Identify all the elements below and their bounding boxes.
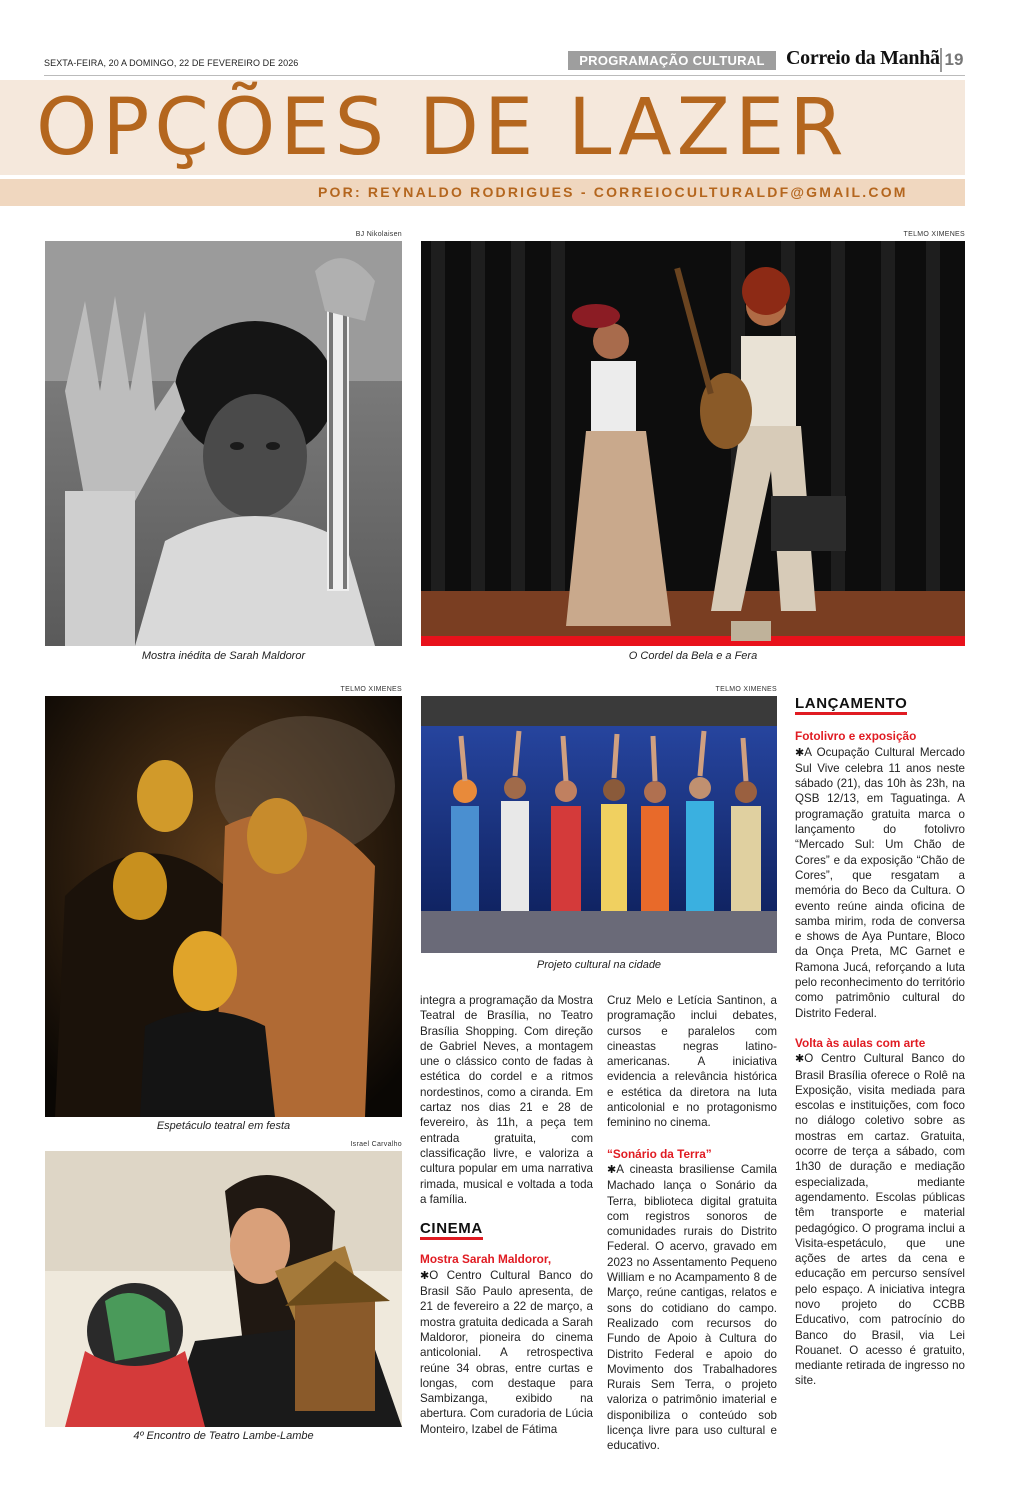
photo-credit: BJ Nikolaisen: [355, 231, 402, 238]
article-text: O Centro Cultural Banco do Brasil Brasília oferece o Rolê na Exposição, visita mediada para escolas e instituições, com foco no diálogo coletivo sobre as mostras em cartaz. Gratuita, ocorre de terça a sábado, com 1h30 de duração e mediação especializada, mediante agendamento. Escolas públicas têm transporte e material pedagógico. O programa inclui a Visita-espetáculo, que une ações de artes da cena e educação em percurso sensível pelo espaço. A iniciativa integra novo projeto do CCBB Educativo, com patrocínio do Banco do Brasil, via Lei Rouanet. O acesso é gratuito, mediante retirada de ingresso no site.: [795, 1052, 965, 1388]
star-bullet-icon: ✱: [795, 746, 805, 759]
section-head-cinema: CINEMA: [420, 1221, 483, 1240]
article-text: Cruz Melo e Letícia Santinon, a programação inclui debates, cursos e paralelos com cineastas negras latino-americanas. A iniciativa evidencia a relevância histórica e estética da diretora na luta anticolonial e no protagonismo feminino no cinema.: [607, 994, 777, 1130]
subhead-volta-aulas: Volta às aulas com arte: [795, 1035, 926, 1050]
article-text: integra a programação da Mostra Teatral de Brasília, no Teatro Brasília Shopping. Com direção de Gabriel Neves, a montagem une o clássico conto de fadas à estética do cordel e a ritmos nordestinos, como a ciranda. Em cartaz nos dias 21 e 28 de fevereiro, às 11h, a peça tem entrada gratuita, com classificação livre, e valoriza a cultura popular em uma narrativa rimada, musical e voltada a toda a família.: [420, 994, 593, 1206]
star-bullet-icon: ✱: [420, 1269, 430, 1282]
photo-caption: Projeto cultural na cidade: [536, 959, 662, 971]
photo-credit: TELMO XIMENES: [903, 231, 965, 238]
photo-maldoror: [45, 241, 402, 646]
article-text: O Centro Cultural Banco do Brasil São Paulo apresenta, de 21 de fevereiro a 22 de março, a mostra gratuita dedicada a Sarah Maldoror, pioneira do cinema anticolonial. A retrospectiva reúne 34 obras, entre curtas e longas, com destaque para Sambizanga, exibido na abertura. Com curadoria de Lúcia Monteiro, Izabel de Fátima: [420, 1268, 593, 1436]
subhead-fotolivro: Fotolivro e exposição: [795, 729, 917, 744]
photo-lambe: [45, 1151, 402, 1427]
photo-caption: Espetáculo teatral em festa: [156, 1120, 291, 1132]
article-column-2: [420, 993, 593, 1437]
byline: POR: REYNALDO RODRIGUES - CORREIOCULTURALDF@GMAIL.COM: [318, 184, 908, 200]
star-bullet-icon: ✱: [795, 1053, 805, 1066]
article-text: A cineasta brasiliense Camila Machado lança o Sonário da Terra, biblioteca digital gratuita com registros sonoros de comunidades rurais do Distrito Federal. O acervo, gravado em 2023 no Assentamento Pequeno William e no Acampamento 8 de Março, reúne cantigas, relatos e sons do cotidiano do campo. Realizado com recursos do Fundo de Apoio à Cultura do Distrito Federal e apoio do Movimento dos Trabalhadores Rurais Sem Terra, o projeto valoriza o patrimônio imaterial e disponibiliza o conteúdo sob licença livre para uso cultural e educativo.: [607, 1162, 777, 1453]
photo-projeto: [421, 696, 777, 953]
subhead-maldoror: Mostra Sarah Maldoror,: [420, 1252, 552, 1267]
article-text: A Ocupação Cultural Mercado Sul Vive celebra 11 anos neste sábado (21), das 10h às 23h, na QSB 12/13, em Taguatinga. A programação gratuita marca o lançamento do fotolivro “Mercado Sul: Um Chão de Cores” e da exposição “Chão de Cores”, que resgatam a memória do Beco da Cultura. O evento reúne ainda oficina de samba mirim, roda de conversa e shows de Aya Puntare, Bloco da Onça Preta, MC Garnet e Ramona Jucá, reforçando a luta pelo reconhecimento do território como patrimônio cultural do Distrito Federal.: [795, 745, 965, 1020]
photo-caption: Mostra inédita de Sarah Maldoror: [141, 650, 306, 662]
section-head-lancamento: LANÇAMENTO: [795, 696, 907, 715]
subhead-sonario: “Sonário da Terra”: [607, 1146, 712, 1161]
page-title: OPÇÕES DE LAZER: [36, 83, 849, 173]
page-number: 19: [940, 48, 966, 72]
dateline: SEXTA-FEIRA, 20 A DOMINGO, 22 DE FEVEREIRO DE 2026: [44, 58, 299, 68]
photo-cordel: [421, 241, 965, 646]
photo-caption: 4º Encontro de Teatro Lambe-Lambe: [133, 1430, 314, 1442]
masthead: Correio da Manhã: [786, 47, 940, 69]
photo-credit: Israel Carvalho: [350, 1141, 402, 1148]
star-bullet-icon: ✱: [607, 1163, 617, 1176]
photo-credit: TELMO XIMENES: [340, 686, 402, 693]
photo-festa: [45, 696, 402, 1117]
article-column-4: [795, 696, 965, 1389]
photo-caption: O Cordel da Bela e a Fera: [628, 650, 758, 662]
photo-credit: TELMO XIMENES: [715, 686, 777, 693]
section-tag: PROGRAMAÇÃO CULTURAL: [568, 51, 776, 70]
article-column-3: [607, 993, 777, 1454]
header-rule: [44, 75, 965, 76]
